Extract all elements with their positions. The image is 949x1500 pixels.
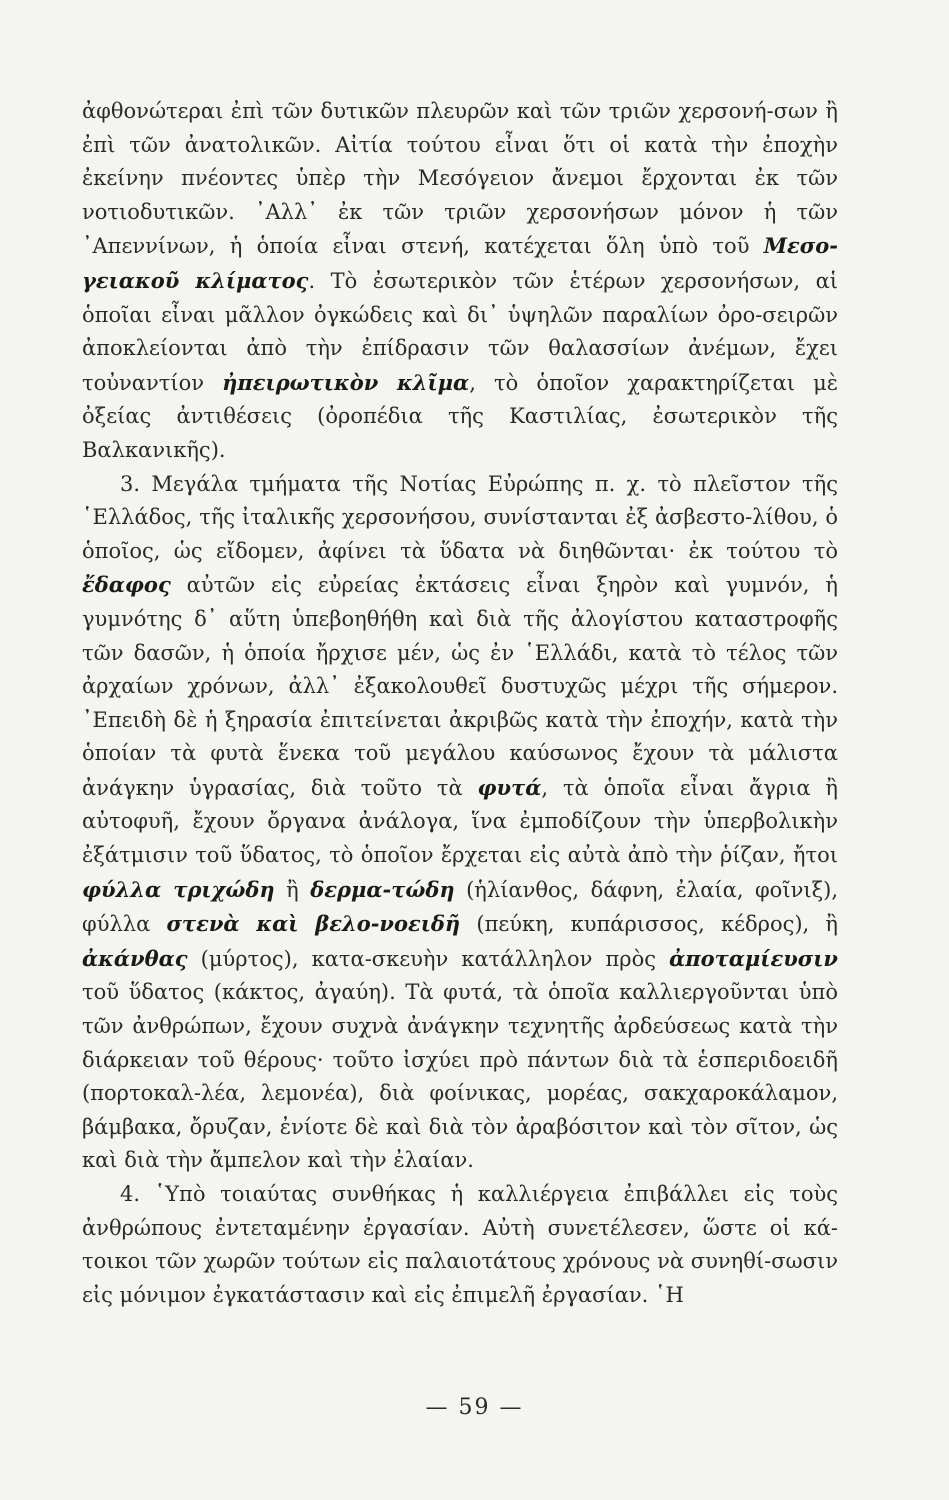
emphasized-term: ἀκάνθας xyxy=(82,945,188,971)
body-text xyxy=(82,95,838,1312)
text-run: . Τὸ ἐσωτερικὸν τῶν ἑτέρων χερσονήσων, αἱ ὁποῖαι εἶναι μᾶλλον ὀγκώδεις καὶ δι᾽ ὑψηλῶν παραλίων ὀρο-σειρῶν ἀποκλείονται ἀπὸ τὴν ἐπίδρασιν τῶν θαλασσίων ἀνέμων, ἔχει τοὐναντίον xyxy=(82,268,838,395)
text-run: (ἡλίανθος, δάφνη, ἐλαία, φοῖνιξ), φύλλα xyxy=(82,877,838,937)
text-run: ἀφθονώτεραι ἐπὶ τῶν δυτικῶν πλευρῶν καὶ τῶν τριῶν χερσονή-σων ἢ ἐπὶ τῶν ἀνατολικῶν. Αἰτία τούτου εἶναι ὅτι οἱ κατὰ τὴν ἐποχὴν ἐκείνην πνέοντες ὑπὲρ τὴν Μεσόγειον ἄνεμοι ἔρχονται ἐκ τῶν νοτιοδυτικῶν. ᾽Αλλ᾽ ἐκ τῶν τριῶν χερσονήσων μόνον ἡ τῶν ᾽Απεννίνων, ἡ ὁποία εἶναι στενή, κατέχεται ὅλη ὑπὸ τοῦ xyxy=(82,99,838,259)
emphasized-term: δερμα-τώδη xyxy=(310,876,455,902)
text-run: , τὰ ὁποῖα εἶναι ἄγρια ἢ αὐτοφυῆ, ἔχουν ὄργανα ἀνάλογα, ἵνα ἐμποδίζουν τὴν ὑπερβολικὴν ἐξάτμισιν τοῦ ὕδατος, τὸ ὁποῖον ἔρχεται εἰς αὐτὰ ἀπὸ τὴν ῥίζαν, ἤτοι xyxy=(82,775,838,868)
text-run: 3. Μεγάλα τμήματα τῆς Νοτίας Εὐρώπης π. χ. τὸ πλεῖστον τῆς ῾Ελλάδος, τῆς ἰταλικῆς χερσονήσου, συνίστανται ἐξ ἀσβεστο-λίθου, ὁ ὁποῖος, ὡς εἴδομεν, ἀφίνει τὰ ὕδατα νὰ διηθῶνται· ἐκ τούτου τὸ xyxy=(82,471,838,563)
text-run: 4. ῾Υπὸ τοιαύτας συνθήκας ἡ καλλιέργεια ἐπιβάλλει εἰς τοὺς ἀνθρώπους ἐντεταμένην ἐργασίαν. Αὐτὴ συνετέλεσεν, ὥστε οἱ κά-τοικοι τῶν χωρῶν τούτων εἰς παλαιοτάτους χρόνους νὰ συνηθί-σωσιν εἰς μόνιμον ἐγκατάστασιν καὶ εἰς ἐπιμελῆ ἐργασίαν. ῾Η xyxy=(82,1182,838,1307)
emphasized-term: φυτά xyxy=(477,774,542,800)
text-run: ἢ xyxy=(274,877,311,902)
emphasized-term: ἔδαφος xyxy=(82,572,171,598)
emphasized-term: στενὰ καὶ βελο-νοειδῆ xyxy=(166,911,461,937)
page-number: — 59 — xyxy=(425,1395,524,1420)
emphasized-term: ἀποταμίευσιν xyxy=(669,945,838,971)
text-run: (πεύκη, κυπάρισσος, κέδρος), ἢ xyxy=(460,912,838,937)
emphasized-term: ἠπειρωτικὸν κλῖμα xyxy=(222,369,470,395)
paragraph-2 xyxy=(82,468,838,1178)
text-run: , τὸ ὁποῖον χαρακτηρίζεται μὲ ὀξείας ἀντιθέσεις (ὀροπέδια τῆς Καστιλίας, ἐσωτερικὸν τῆς Βαλκανικῆς). xyxy=(82,370,838,462)
text-run: τοῦ ὕδατος (κάκτος, ἀγαύη). Τὰ φυτά, τὰ ὁποῖα καλλιεργοῦνται ὑπὸ τῶν ἀνθρώπων, ἔχουν συχνὰ ἀνάγκην τεχνητῆς ἀρδεύσεως κατὰ τὴν διάρκειαν τοῦ θέρους· τοῦτο ἰσχύει πρὸ πάντων διὰ τὰ ἑσπεριδοειδῆ (πορτοκαλ-λέα, λεμονέα), διὰ φοίνικας, μορέας, σακχαροκάλαμον, βάμβακα, ὄρυζαν, ἐνίοτε δὲ καὶ διὰ τὸν ἀραβόσιτον καὶ τὸν σῖτον, ὡς καὶ διὰ τὴν ἄμπελον καὶ τὴν ἐλαίαν. xyxy=(82,980,838,1173)
text-run: αὐτῶν εἰς εὐρείας ἐκτάσεις εἶναι ξηρὸν καὶ γυμνόν, ἡ γυμνότης δ᾽ αὕτη ὑπεβοηθήθη καὶ διὰ τῆς ἀλογίστου καταστροφῆς τῶν δασῶν, ἡ ὁποία ἤρχισε μέν, ὡς ἐν ῾Ελλάδι, κατὰ τὸ τέλος τῶν ἀρχαίων χρόνων, ἀλλ᾽ ἐξακολουθεῖ δυστυχῶς μέχρι τῆς σήμερον. ᾽Επειδὴ δὲ ἡ ξηρασία ἐπιτείνεται ἀκριβῶς κατὰ τὴν ἐποχήν, κατὰ τὴν ὁποίαν τὰ φυτὰ ἕνεκα τοῦ μεγάλου καύσωνος ἔχουν τὰ μάλιστα ἀνάγκην ὑγρασίας, διὰ τοῦτο τὰ xyxy=(82,573,838,800)
emphasized-term: Μεσο-γειακοῦ κλίματος xyxy=(82,233,838,293)
paragraph-3 xyxy=(82,1178,838,1312)
text-run: (μύρτος), κατα-σκευὴν κατάλληλον πρὸς xyxy=(187,946,670,971)
paragraph-1 xyxy=(82,95,838,468)
emphasized-term: φύλλα τριχώδη xyxy=(82,876,275,902)
